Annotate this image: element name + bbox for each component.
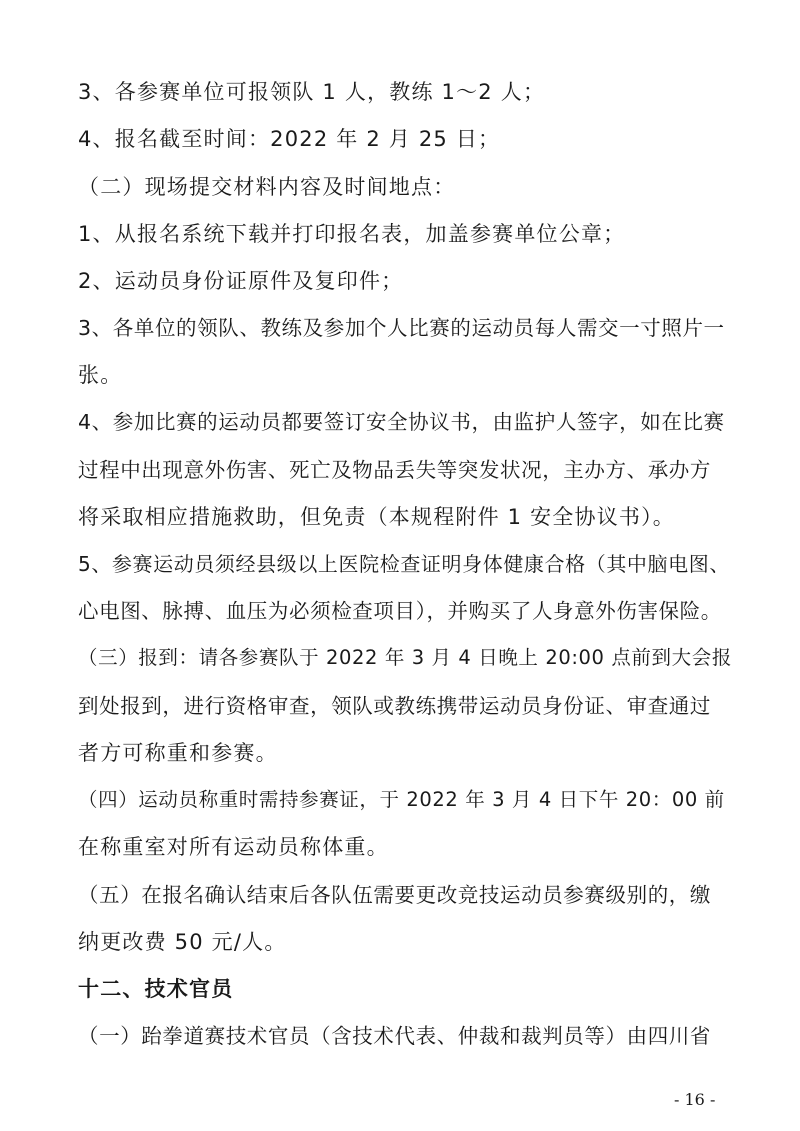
paragraph-line: 过程中出现意外伤害、死亡及物品丢失等突发状况，主办方、承办方 [78,458,711,482]
paragraph-line: 4、报名截至时间：2022 年 2 月 25 日； [78,127,501,151]
paragraph-line: 4、参加比赛的运动员都要签订安全协议书，由监护人签字，如在比赛 [78,410,725,434]
paragraph-line: 者方可称重和参赛。 [78,741,278,765]
paragraph-line: 心电图、脉搏、血压为必须检查项目），并购买了人身意外伤害保险。 [78,599,722,623]
paragraph-line: 张。 [78,363,123,387]
paragraph-line: 将采取相应措施救助，但免责（本规程附件 1 安全协议书）。 [78,505,676,529]
paragraph-line: 3、各参赛单位可报领队 1 人，教练 1～2 人； [78,80,546,104]
section-subheading: （二）现场提交材料内容及时间地点： [78,175,456,199]
paragraph-line: 到处报到，进行资格审查，领队或教练携带运动员身份证、审查通过 [78,694,711,718]
paragraph-line: 5、参赛运动员须经县级以上医院检查证明身体健康合格（其中脑电图、 [78,552,730,576]
page-number: - 16 - [674,1090,716,1109]
section-heading: 十二、技术官员 [78,977,234,1001]
paragraph-line: 纳更改费 50 元/人。 [78,930,287,954]
paragraph-line: 在称重室对所有运动员称体重。 [78,835,389,859]
paragraph-line: 1、从报名系统下载并打印报名表，加盖参赛单位公章； [78,222,626,246]
paragraph-line: （三）报到：请各参赛队于 2022 年 3 月 4 日晚上 20:00 点前到大会报 [78,646,732,669]
paragraph-line: （五）在报名确认结束后各队伍需要更改竞技运动员参赛级别的，缴 [78,883,711,907]
paragraph-line: 2、运动员身份证原件及复印件； [78,269,404,293]
paragraph-line: 3、各单位的领队、教练及参加个人比赛的运动员每人需交一寸照片一 [78,316,725,340]
paragraph-line: （一）跆拳道赛技术官员（含技术代表、仲裁和裁判员等）由四川省 [78,1024,711,1048]
paragraph-line: （四）运动员称重时需持参赛证，于 2022 年 3 月 4 日下午 20：00 前 [78,788,725,811]
